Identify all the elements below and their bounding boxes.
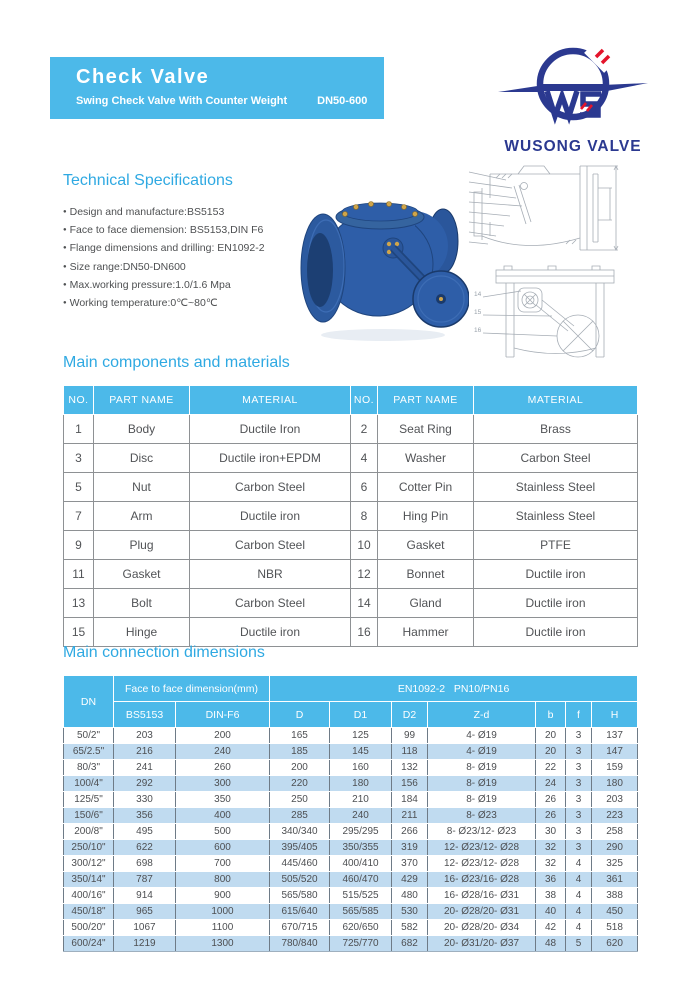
bs5153-cell: 495 [114,824,176,840]
table-header-row [64,676,638,702]
col-d: D [270,702,330,728]
dimensions-section [63,644,638,952]
d1-cell: 350/355 [330,840,392,856]
b-cell: 24 [536,776,566,792]
part-no-cell: 8 [351,502,378,531]
table-row [64,531,638,560]
part-no-cell: 1 [64,415,94,444]
d-cell: 615/640 [270,904,330,920]
d1-cell: 460/470 [330,872,392,888]
h-cell: 620 [592,936,638,952]
col-f: f [566,702,592,728]
d1-cell: 515/525 [330,888,392,904]
logo-mark-icon [497,36,649,132]
dn-cell: 150/6" [64,808,114,824]
table-row [64,824,638,840]
d2-cell: 319 [392,840,428,856]
din-f6-cell: 500 [176,824,270,840]
h-cell: 450 [592,904,638,920]
part-no-cell: 12 [351,560,378,589]
d-cell: 780/840 [270,936,330,952]
col-z-d: Z-d [428,702,536,728]
table-row [64,840,638,856]
brand-name: WUSONG VALVE [504,138,642,155]
part-no-cell: 10 [351,531,378,560]
table-row [64,920,638,936]
technical-drawings [466,158,664,360]
material-cell: PTFE [474,531,638,560]
material-cell: Ductile iron [190,502,351,531]
d1-cell: 125 [330,728,392,744]
f-cell: 3 [566,760,592,776]
table-row [64,502,638,531]
specs-list [63,203,313,312]
z-d-cell: 12- Ø23/12- Ø28 [428,840,536,856]
d1-cell: 210 [330,792,392,808]
part-name-cell: Plug [94,531,190,560]
spec-item: ● Design and manufacture:BS5153 [63,203,313,221]
d1-cell: 725/770 [330,936,392,952]
d-cell: 250 [270,792,330,808]
f-cell: 4 [566,904,592,920]
dimensions-table [63,675,638,952]
technical-specifications-section [63,172,313,312]
bs5153-cell: 330 [114,792,176,808]
f-cell: 3 [566,840,592,856]
d-cell: 185 [270,744,330,760]
table-row [64,760,638,776]
spec-item: ● Max.working pressure:1.0/1.6 Mpa [63,276,313,294]
material-cell: Carbon Steel [190,589,351,618]
d2-cell: 156 [392,776,428,792]
f-cell: 3 [566,744,592,760]
material-cell: Stainless Steel [474,502,638,531]
b-cell: 38 [536,888,566,904]
product-subtitle [76,95,384,107]
dn-range: DN50-600 [317,95,368,107]
din-f6-cell: 400 [176,808,270,824]
d-cell: 445/460 [270,856,330,872]
table-row [64,792,638,808]
technical-drawing-icon [466,158,664,360]
bs5153-cell: 787 [114,872,176,888]
d1-cell: 400/410 [330,856,392,872]
z-d-cell: 8- Ø23/12- Ø23 [428,824,536,840]
col-d2: D2 [392,702,428,728]
col-dn: DN [64,676,114,728]
h-cell: 361 [592,872,638,888]
d1-cell: 240 [330,808,392,824]
components-table [63,385,638,647]
col-part-name: PART NAME [94,386,190,415]
din-f6-cell: 300 [176,776,270,792]
h-cell: 147 [592,744,638,760]
product-subtitle-text: Swing Check Valve With Counter Weight [76,95,288,107]
bs5153-cell: 356 [114,808,176,824]
table-row [64,728,638,744]
d2-cell: 582 [392,920,428,936]
col-no: NO. [64,386,94,415]
bs5153-cell: 1219 [114,936,176,952]
z-d-cell: 8- Ø23 [428,808,536,824]
d-cell: 670/715 [270,920,330,936]
col-bs5153: BS5153 [114,702,176,728]
f-cell: 3 [566,808,592,824]
d2-cell: 682 [392,936,428,952]
din-f6-cell: 700 [176,856,270,872]
d1-cell: 180 [330,776,392,792]
part-name-cell: Gasket [94,560,190,589]
col-material: MATERIAL [474,386,638,415]
material-cell: Ductile iron [474,618,638,647]
drawing-part-label: 16 [474,327,482,334]
d-cell: 165 [270,728,330,744]
col-d1: D1 [330,702,392,728]
bs5153-cell: 965 [114,904,176,920]
material-cell: Ductile iron+EPDM [190,444,351,473]
d2-cell: 184 [392,792,428,808]
z-d-cell: 8- Ø19 [428,760,536,776]
part-name-cell: Seat Ring [378,415,474,444]
group-face-to-face: Face to face dimension(mm) [114,676,270,702]
bs5153-cell: 241 [114,760,176,776]
b-cell: 48 [536,936,566,952]
f-cell: 4 [566,888,592,904]
b-cell: 20 [536,744,566,760]
part-no-cell: 7 [64,502,94,531]
part-name-cell: Nut [94,473,190,502]
table-row [64,856,638,872]
h-cell: 388 [592,888,638,904]
din-f6-cell: 350 [176,792,270,808]
col-material: MATERIAL [190,386,351,415]
bs5153-cell: 292 [114,776,176,792]
h-cell: 290 [592,840,638,856]
b-cell: 20 [536,728,566,744]
drawing-part-label: 14 [474,291,482,298]
din-f6-cell: 1000 [176,904,270,920]
d-cell: 285 [270,808,330,824]
spec-item: ● Flange dimensions and drilling: EN1092-2 [63,239,313,257]
part-no-cell: 3 [64,444,94,473]
d1-cell: 565/585 [330,904,392,920]
din-f6-cell: 1300 [176,936,270,952]
part-name-cell: Washer [378,444,474,473]
d2-cell: 99 [392,728,428,744]
dn-cell: 65/2.5" [64,744,114,760]
part-no-cell: 14 [351,589,378,618]
part-no-cell: 11 [64,560,94,589]
d1-cell: 295/295 [330,824,392,840]
table-row [64,618,638,647]
part-name-cell: Bolt [94,589,190,618]
z-d-cell: 8- Ø19 [428,792,536,808]
part-name-cell: Disc [94,444,190,473]
part-name-cell: Bonnet [378,560,474,589]
din-f6-cell: 1100 [176,920,270,936]
table-row [64,776,638,792]
bs5153-cell: 216 [114,744,176,760]
z-d-cell: 12- Ø23/12- Ø28 [428,856,536,872]
col-h: H [592,702,638,728]
f-cell: 3 [566,824,592,840]
f-cell: 3 [566,776,592,792]
components-section [63,354,638,647]
f-cell: 3 [566,728,592,744]
dimensions-table-body [64,728,638,952]
part-name-cell: Hinge [94,618,190,647]
part-no-cell: 13 [64,589,94,618]
dn-cell: 450/18" [64,904,114,920]
part-no-cell: 6 [351,473,378,502]
b-cell: 26 [536,808,566,824]
h-cell: 258 [592,824,638,840]
dn-cell: 100/4" [64,776,114,792]
z-d-cell: 4- Ø19 [428,728,536,744]
table-row [64,888,638,904]
material-cell: Ductile Iron [190,415,351,444]
din-f6-cell: 200 [176,728,270,744]
part-no-cell: 16 [351,618,378,647]
d2-cell: 370 [392,856,428,872]
table-row [64,744,638,760]
h-cell: 159 [592,760,638,776]
din-f6-cell: 600 [176,840,270,856]
d-cell: 220 [270,776,330,792]
d1-cell: 620/650 [330,920,392,936]
col-part-name: PART NAME [378,386,474,415]
dimensions-table-header [64,676,638,728]
d-cell: 505/520 [270,872,330,888]
brand-logo [497,36,649,156]
material-cell: Carbon Steel [190,531,351,560]
group-en1092: EN1092-2 PN10/PN16 [270,676,638,702]
din-f6-cell: 800 [176,872,270,888]
part-no-cell: 15 [64,618,94,647]
bs5153-cell: 914 [114,888,176,904]
part-name-cell: Body [94,415,190,444]
part-no-cell: 9 [64,531,94,560]
table-row [64,904,638,920]
b-cell: 30 [536,824,566,840]
din-f6-cell: 260 [176,760,270,776]
part-name-cell: Gasket [378,531,474,560]
d-cell: 395/405 [270,840,330,856]
d2-cell: 211 [392,808,428,824]
material-cell: Ductile iron [190,618,351,647]
d-cell: 565/580 [270,888,330,904]
z-d-cell: 8- Ø19 [428,776,536,792]
z-d-cell: 20- Ø28/20- Ø34 [428,920,536,936]
d2-cell: 132 [392,760,428,776]
z-d-cell: 16- Ø28/16- Ø31 [428,888,536,904]
material-cell: Carbon Steel [190,473,351,502]
d2-cell: 530 [392,904,428,920]
dn-cell: 350/14" [64,872,114,888]
z-d-cell: 20- Ø28/20- Ø31 [428,904,536,920]
f-cell: 4 [566,856,592,872]
part-no-cell: 2 [351,415,378,444]
d-cell: 340/340 [270,824,330,840]
table-row [64,415,638,444]
dn-cell: 400/16" [64,888,114,904]
f-cell: 4 [566,872,592,888]
table-header-row [64,702,638,728]
f-cell: 3 [566,792,592,808]
din-f6-cell: 900 [176,888,270,904]
table-row [64,808,638,824]
product-banner [50,57,384,119]
part-name-cell: Hammer [378,618,474,647]
dn-cell: 125/5" [64,792,114,808]
h-cell: 137 [592,728,638,744]
table-row [64,473,638,502]
z-d-cell: 16- Ø23/16- Ø28 [428,872,536,888]
h-cell: 325 [592,856,638,872]
table-row [64,560,638,589]
z-d-cell: 20- Ø31/20- Ø37 [428,936,536,952]
valve-photo [293,186,469,346]
dn-cell: 80/3" [64,760,114,776]
components-table-body [64,415,638,647]
components-title: Main components and materials [63,354,290,371]
d1-cell: 160 [330,760,392,776]
drawing-part-label: 15 [474,309,482,316]
material-cell: Brass [474,415,638,444]
dn-cell: 600/24" [64,936,114,952]
d-cell: 200 [270,760,330,776]
part-name-cell: Cotter Pin [378,473,474,502]
d2-cell: 480 [392,888,428,904]
col-no: NO. [351,386,378,415]
bs5153-cell: 203 [114,728,176,744]
col-b: b [536,702,566,728]
table-row [64,936,638,952]
spec-item: ● Working temperature:0℃~80℃ [63,294,313,312]
dn-cell: 250/10" [64,840,114,856]
spec-item: ● Face to face diemension: BS5153,DIN F6 [63,221,313,239]
table-header-row [64,386,638,415]
product-title: Check Valve [76,66,210,88]
h-cell: 203 [592,792,638,808]
material-cell: Ductile iron [474,589,638,618]
b-cell: 36 [536,872,566,888]
components-table-header [64,386,638,415]
b-cell: 26 [536,792,566,808]
b-cell: 32 [536,840,566,856]
d2-cell: 266 [392,824,428,840]
material-cell: Carbon Steel [474,444,638,473]
table-row [64,589,638,618]
dn-cell: 50/2" [64,728,114,744]
f-cell: 4 [566,920,592,936]
din-f6-cell: 240 [176,744,270,760]
h-cell: 223 [592,808,638,824]
part-name-cell: Hing Pin [378,502,474,531]
z-d-cell: 4- Ø19 [428,744,536,760]
part-name-cell: Arm [94,502,190,531]
dn-cell: 500/20" [64,920,114,936]
part-name-cell: Gland [378,589,474,618]
b-cell: 42 [536,920,566,936]
b-cell: 40 [536,904,566,920]
material-cell: NBR [190,560,351,589]
bs5153-cell: 622 [114,840,176,856]
d2-cell: 118 [392,744,428,760]
d1-cell: 145 [330,744,392,760]
dn-cell: 200/8" [64,824,114,840]
specs-title: Technical Specifications [63,172,233,189]
table-row [64,872,638,888]
material-cell: Stainless Steel [474,473,638,502]
b-cell: 32 [536,856,566,872]
bs5153-cell: 1067 [114,920,176,936]
table-row [64,444,638,473]
part-no-cell: 5 [64,473,94,502]
spec-item: ● Size range:DN50-DN600 [63,258,313,276]
h-cell: 518 [592,920,638,936]
f-cell: 5 [566,936,592,952]
dn-cell: 300/12" [64,856,114,872]
b-cell: 22 [536,760,566,776]
d2-cell: 429 [392,872,428,888]
col-din-f6: DIN-F6 [176,702,270,728]
material-cell: Ductile iron [474,560,638,589]
bs5153-cell: 698 [114,856,176,872]
h-cell: 180 [592,776,638,792]
part-no-cell: 4 [351,444,378,473]
dimensions-title: Main connection dimensions [63,644,265,661]
